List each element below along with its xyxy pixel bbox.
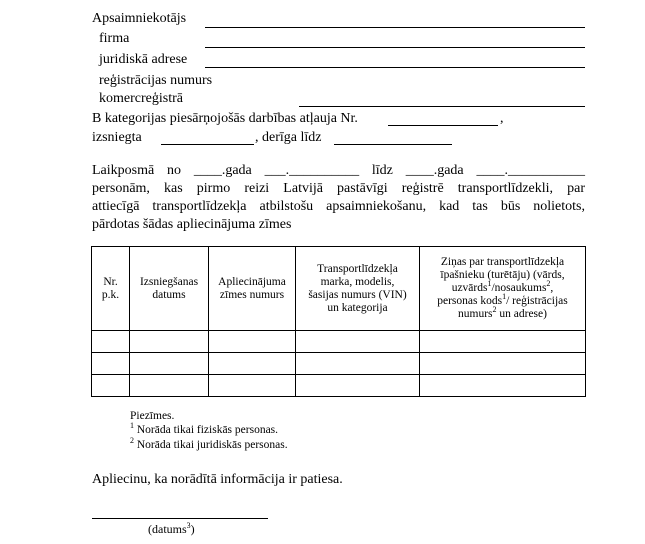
company-field[interactable]: [205, 47, 585, 48]
table-cell[interactable]: [130, 353, 209, 375]
table-cell[interactable]: [209, 375, 296, 397]
register-table: [91, 246, 586, 397]
notes-title: Piezīmes.: [130, 410, 175, 422]
col-certificate-number-header: Apliecinājuma zīmes numurs: [209, 247, 296, 331]
regnum-label: reģistrācijas numurs: [99, 73, 213, 88]
period-word-2: no: [167, 163, 182, 178]
company-label: firma: [99, 31, 130, 46]
table-row: [92, 375, 586, 397]
valid-label: , derīga līdz: [255, 130, 322, 145]
table-cell[interactable]: [130, 331, 209, 353]
table-cell[interactable]: [296, 331, 420, 353]
period-word-5: līdz: [371, 163, 393, 178]
period-word-4: ___.__________: [264, 163, 360, 178]
permit-label: B kategorijas piesārņojošās darbības atļauja Nr.: [92, 111, 358, 126]
col-vehicle-header: Transportlīdzekļa marka, modelis, šasijas numurs (VIN) un kategorija: [296, 247, 420, 331]
table-cell[interactable]: [209, 353, 296, 375]
address-label: juridiskā adrese: [99, 52, 188, 67]
operator-label: Apsaimniekotājs: [92, 11, 187, 26]
regnum-label-cont: komercreģistrā: [99, 91, 183, 106]
valid-until-field[interactable]: [334, 144, 452, 145]
table-cell[interactable]: [92, 353, 130, 375]
table-header-row: [92, 247, 586, 331]
table-cell[interactable]: [92, 375, 130, 397]
table-cell[interactable]: [420, 331, 586, 353]
table-cell[interactable]: [296, 353, 420, 375]
table-row: [92, 331, 586, 353]
date-label: (datums$^3$): [148, 521, 195, 536]
address-field[interactable]: [205, 67, 585, 68]
period-line-2: personām, kas pirmo reizi Latvijā pastāvīgi reģistrē transportlīdzekli, par: [92, 181, 585, 196]
certify-statement: Apliecinu, ka norādītā informācija ir patiesa.: [92, 472, 343, 487]
period-line-1: [92, 163, 585, 179]
period-line-3: attiecīgā transportlīdzekļa atbilstošu apsaimniekošanu, kad tas būs nolietots,: [92, 199, 585, 214]
period-word-3: ____.gada: [193, 163, 252, 178]
table-cell[interactable]: [209, 331, 296, 353]
period-line-4: pārdotas šādas apliecinājuma zīmes: [92, 217, 292, 232]
col-owner-header: Ziņas par transportlīdzekļa īpašnieku (turētāju) (vārds, uzvārds$^1$/nosaukums$^2$, personas kods$^1$/ reģistrācijas numurs$^2$ un adrese): [420, 247, 586, 331]
col-number-header: Nr. p.k.: [92, 247, 130, 331]
issued-date-field[interactable]: [161, 144, 254, 145]
note-2: $^2$ Norāda tikai juridiskās personas.: [130, 436, 288, 451]
note-1: $^1$ Norāda tikai fiziskās personas.: [130, 421, 279, 436]
permit-number-field[interactable]: [388, 125, 498, 126]
operator-field[interactable]: [205, 27, 585, 28]
issued-label: izsniegta: [92, 130, 142, 145]
period-word-1: Laikposmā: [92, 163, 155, 178]
period-word-6: ____.gada: [405, 163, 464, 178]
table-cell[interactable]: [130, 375, 209, 397]
period-word-7: ____.___________: [476, 163, 585, 178]
col-issue-date-header: Izsniegšanas datums: [130, 247, 209, 331]
table-cell[interactable]: [296, 375, 420, 397]
permit-comma: ,: [500, 111, 504, 126]
table-cell[interactable]: [420, 375, 586, 397]
date-field[interactable]: [92, 518, 268, 519]
table-cell[interactable]: [92, 331, 130, 353]
table-cell[interactable]: [420, 353, 586, 375]
regnum-field[interactable]: [299, 106, 585, 107]
table-row: [92, 353, 586, 375]
